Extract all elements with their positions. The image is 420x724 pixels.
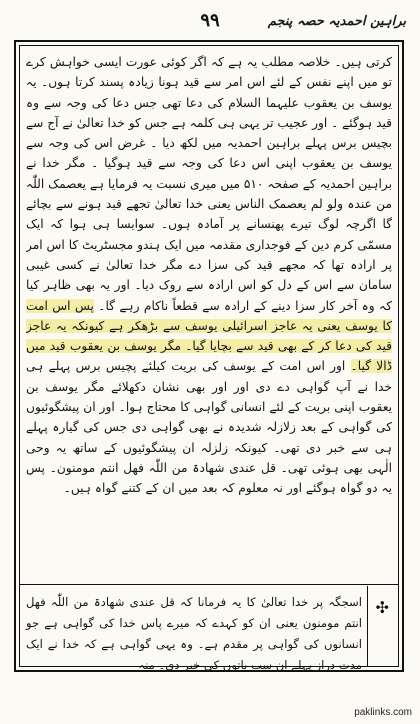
closing-text: اور اس امت کے یوسف کی بریت کیلئے پچیس برس پہلے ہی خدا نے آپ گواہی دے دی اور اور بھی نشان دکھلائے مگر یوسف بن یعقوب اپنی بریت کے لئے انسانی گواہی کا محتاج ہوا۔ اور ان پیشگوئیوں کی گواہی کے بعد زلازلہ شدیدہ نے بھی گواہی دی جس کی گیارہ پہلے ہی سے خبر دی تھی۔ کیونکہ زلزلہ ان پیشگوئیوں کے ساتھ یہ وحی الٰہی بھی ہوئی تھی۔ قل عندی شھادۃ من اللّٰہ فھل انتم مومنون۔ پس یہ دو گواہ ہوگئے اور نہ معلوم کہ بعد میں ان کے کتنے گواہ ہیں۔	[26, 359, 392, 496]
body-paragraph	[26, 52, 392, 499]
page-header	[14, 10, 406, 36]
page-frame	[14, 40, 404, 672]
footnote-mark: ✣	[375, 598, 389, 617]
footnote-divider	[20, 584, 398, 585]
footnote-text: اسجگہ پر خدا تعالیٰ کا یہ فرمانا کہ قل عندی شھادۃ من اللّٰہ فھل انتم مومنون یعنی ان کو کہدے کہ میرے پاس خدا کی گواہی ہے جو انسانوں کی گواہی پر مقدم ہے۔ وہ یہی گواہی ہے کہ خدا نے ایک مدت دراز پہلے ان سب باتوں کی خبر دی۔ منہ	[26, 595, 362, 672]
main-body-text	[26, 52, 392, 580]
running-title: براہین احمدیہ حصہ پنجم	[267, 14, 406, 29]
body-paragraph-text: کرتی ہیں۔ خلاصہ مطلب یہ ہے کہ اگر کوئی عورت ایسی خواہش کرے تو میں اپنے نفس کے لئے اس امر سے قید ہونا زیادہ پسند کرتا ہوں۔ یہ یوسف بن یعقوب علیہما السلام کی دعا تھی جس دعا کی وجہ سے وہ قید ہوگئے ۔ اور عجیب تر یہی ہی کلمہ ہے جس کو خدا تعالیٰ نے آج سے بچیس برس پہلے براہین احمدیہ میں لکھ دیا ۔ غرض اس کی وجہ سے یوسف بن یعقوب اپنی اس دعا کی وجہ سے قید ہوگیا ۔ مگر خدا نے براہین احمدیہ کے صفحہ ۵۱۰ میں میری نسبت یہ فرمایا ہے یعصمک اللّٰہ من عندہ ولو لم یعصمک الناس یعنی خدا تعالیٰ تجھے قید ہونے سے بچائے گا اگرچہ لوگ تیرے پھنسانے پر آمادہ ہوں۔ سوایسا ہی ہوا کہ ایک مسمّی کرم دین کے فوجداری مقدمہ میں ایک ہندو مجسٹریٹ کا اس امر پر ارادہ تھا کہ مجھے قید کی سزا دے مگر خدا تعالیٰ نے کسی غیبی سامان سے اس کے دل کو اس ارادہ سے روک دیا۔ اور یہ بھی ظاہر کیا کہ وہ آخر کار سزا دینے کے ارادہ سے قطعاً ناکام رہے گا۔	[26, 55, 392, 313]
footnote-section	[20, 586, 398, 672]
inner-border	[19, 45, 399, 672]
site-watermark: paklinks.com	[354, 707, 412, 718]
highlighted-sentence: پس اس امت کا یوسف یعنی یہ عاجز اسرائیلی یوسف سے بڑھکر ہے کیونکہ یہ عاجز قید کی دعا کر کے بھی قید سے بچایا گیا۔ مگر یوسف بن یعقوب قید میں ڈالا گیا۔	[26, 298, 392, 374]
page-number: ۹۹	[200, 10, 220, 31]
footnote-mark-column	[367, 586, 398, 666]
